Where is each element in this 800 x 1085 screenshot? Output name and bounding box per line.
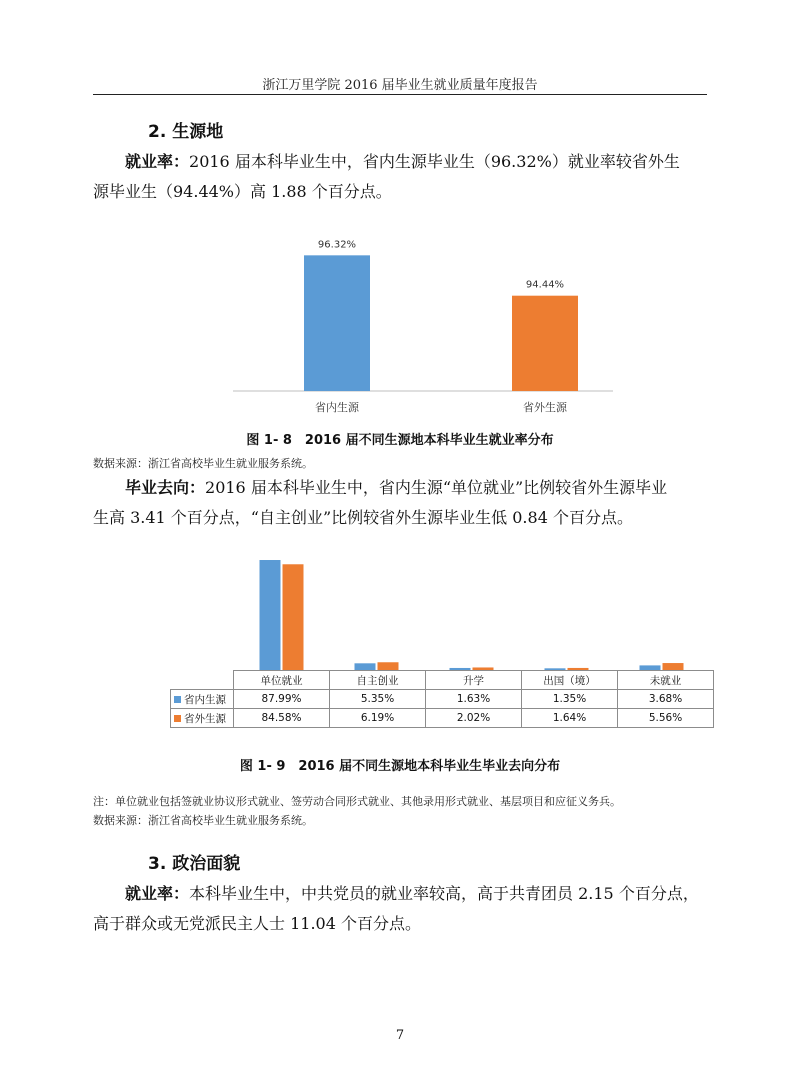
table-cell: 87.99%: [234, 690, 330, 709]
category-label: 升学: [426, 671, 522, 690]
paragraph-lead: 就业率：: [125, 152, 190, 171]
series-legend: [171, 690, 234, 709]
category-label: 自主创业: [330, 671, 426, 690]
table-cell: 5.35%: [330, 690, 426, 709]
paragraph-political-rate: [93, 879, 707, 939]
table-cell: 2.02%: [426, 709, 522, 728]
paragraph-text: 2016 届本科毕业生中，省内生源毕业生（96.32%）就业率较省外生: [189, 152, 680, 171]
figure-note: 注：单位就业包括签就业协议形式就业、签劳动合同形式就业、其他录用形式就业、基层项目和应征义务兵。: [93, 795, 621, 808]
table-cell: 3.68%: [618, 690, 714, 709]
paragraph-destination: [93, 473, 707, 533]
figure-caption: 图 1- 8 2016 届不同生源地本科毕业生就业率分布: [246, 433, 554, 448]
table-row: [171, 690, 714, 709]
category-label: 单位就业: [234, 671, 330, 690]
figure-caption: 图 1- 9 2016 届不同生源地本科毕业生毕业去向分布: [239, 759, 561, 774]
table-cell: 1.63%: [426, 690, 522, 709]
category-label: 省内生源: [315, 401, 359, 414]
category-label: 未就业: [618, 671, 714, 690]
table-cell: 6.19%: [330, 709, 426, 728]
page-number: 7: [395, 1028, 405, 1043]
bar: [355, 663, 376, 670]
data-label: 96.32%: [317, 239, 357, 251]
bar: [283, 564, 304, 670]
data-label: 94.44%: [525, 279, 565, 291]
category-label: 省外生源: [523, 401, 567, 414]
series-name: 省外生源: [184, 712, 226, 725]
paragraph-text: 生高 3.41 个百分点，“自主创业”比例较省外生源毕业生低 0.84 个百分点。: [93, 508, 633, 527]
bar: [260, 560, 281, 670]
paragraph-text: 源毕业生（94.44%）高 1.88 个百分点。: [93, 182, 392, 201]
paragraph-lead: 就业率：: [125, 884, 190, 903]
running-header: 浙江万里学院 2016 届毕业生就业质量年度报告: [262, 78, 538, 93]
header-rule: [93, 94, 707, 95]
table-cell: 84.58%: [234, 709, 330, 728]
paragraph-text: 2016 届本科毕业生中，省内生源“单位就业”比例较省外生源毕业: [205, 478, 668, 497]
paragraph-text: 本科毕业生中，中共党员的就业率较高，高于共青团员 2.15 个百分点，: [189, 884, 699, 903]
chart-data-table: [170, 670, 714, 728]
chart-employment-rate: [233, 230, 613, 420]
chart-destination: [234, 555, 714, 671]
paragraph-lead: 毕业去向：: [125, 478, 206, 497]
table-row: [171, 709, 714, 728]
series-name: 省内生源: [184, 693, 226, 706]
bar: [512, 296, 578, 391]
paragraph-text: 高于群众或无党派民主人士 11.04 个百分点。: [93, 914, 421, 933]
table-cell: 1.64%: [522, 709, 618, 728]
paragraph-employment-rate: [93, 147, 707, 207]
data-source: 数据来源：浙江省高校毕业生就业服务系统。: [93, 814, 313, 827]
section-heading-origin: 2. 生源地: [148, 122, 224, 142]
table-header-row: [171, 671, 714, 690]
category-label: 出国（境）: [522, 671, 618, 690]
series-legend: [171, 709, 234, 728]
bar: [304, 255, 370, 391]
legend-key: [174, 696, 181, 703]
section-heading-political: 3. 政治面貌: [148, 854, 241, 874]
table-cell: 5.56%: [618, 709, 714, 728]
bar: [663, 663, 684, 670]
data-source: 数据来源：浙江省高校毕业生就业服务系统。: [93, 457, 313, 470]
table-cell: 1.35%: [522, 690, 618, 709]
bar: [378, 662, 399, 670]
legend-key: [174, 715, 181, 722]
